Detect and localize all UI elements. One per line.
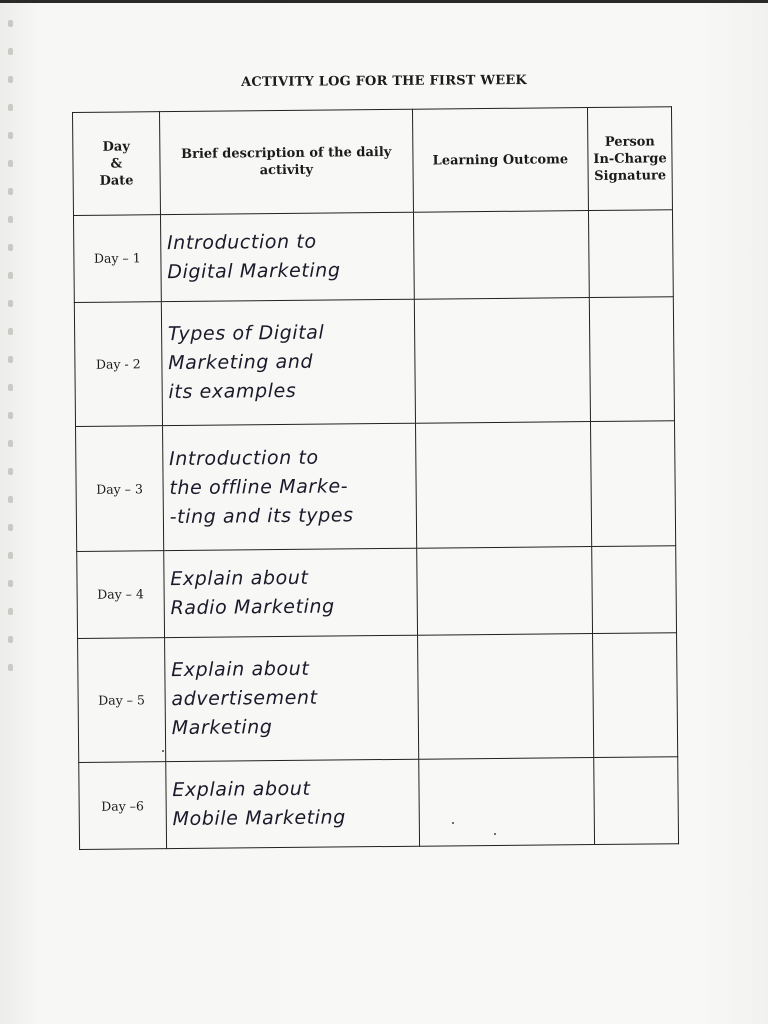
day-cell: Day – 4 bbox=[77, 550, 165, 638]
activity-log-table bbox=[72, 106, 679, 850]
header-signature: Person In-Charge Signature bbox=[588, 107, 673, 211]
day-cell: Day – 3 bbox=[76, 426, 164, 551]
header-description: Brief description of the daily activity bbox=[159, 109, 413, 214]
ink-speck bbox=[162, 750, 164, 752]
binding-hole bbox=[8, 440, 13, 447]
binding-hole bbox=[8, 160, 13, 167]
description-cell: Explain about Radio Marketing bbox=[163, 548, 417, 637]
binding-hole bbox=[8, 20, 13, 27]
binding-hole bbox=[8, 328, 13, 335]
binding-hole bbox=[8, 104, 13, 111]
binding-holes bbox=[8, 20, 16, 720]
ink-speck bbox=[494, 833, 496, 835]
binding-hole bbox=[8, 524, 13, 531]
binding-hole bbox=[8, 300, 13, 307]
page-title: ACTIVITY LOG FOR THE FIRST WEEK bbox=[241, 73, 527, 90]
description-cell: Introduction to Digital Marketing bbox=[160, 212, 414, 301]
signature-cell bbox=[591, 421, 676, 546]
binding-hole bbox=[8, 636, 13, 643]
binding-hole bbox=[8, 552, 13, 559]
day-cell: Day – 5 bbox=[78, 637, 166, 762]
table-row bbox=[77, 545, 677, 638]
signature-cell bbox=[589, 297, 674, 422]
description-cell: Explain about advertisement Marketing bbox=[164, 635, 418, 762]
learning-outcome-cell bbox=[417, 633, 594, 759]
description-cell: Explain about Mobile Marketing bbox=[166, 759, 420, 848]
binding-hole bbox=[8, 216, 13, 223]
table-row bbox=[79, 757, 679, 850]
table-header-row bbox=[73, 107, 673, 216]
description-cell: Types of Digital Marketing and its examples bbox=[161, 299, 415, 426]
signature-cell bbox=[589, 210, 674, 298]
table-row bbox=[73, 210, 673, 303]
binding-hole bbox=[8, 48, 13, 55]
table-row bbox=[74, 297, 674, 427]
learning-outcome-cell bbox=[416, 546, 592, 635]
binding-hole bbox=[8, 132, 13, 139]
signature-cell bbox=[592, 545, 677, 633]
binding-hole bbox=[8, 356, 13, 363]
day-cell: Day –6 bbox=[79, 762, 167, 850]
binding-hole bbox=[8, 384, 13, 391]
header-day-date: Day & Date bbox=[73, 112, 161, 216]
binding-hole bbox=[8, 664, 13, 671]
binding-hole bbox=[8, 272, 13, 279]
header-learning-outcome: Learning Outcome bbox=[412, 108, 588, 213]
binding-hole bbox=[8, 468, 13, 475]
binding-hole bbox=[8, 608, 13, 615]
ink-speck bbox=[452, 822, 454, 824]
description-cell: Introduction to the offline Marke- -ting and its types bbox=[162, 424, 416, 551]
page-top-edge bbox=[0, 0, 768, 3]
learning-outcome-cell bbox=[418, 758, 594, 847]
learning-outcome-cell bbox=[414, 297, 591, 423]
binding-hole bbox=[8, 412, 13, 419]
learning-outcome-cell bbox=[415, 422, 592, 548]
learning-outcome-cell bbox=[413, 211, 589, 300]
binding-hole bbox=[8, 496, 13, 503]
signature-cell bbox=[593, 632, 678, 757]
day-cell: Day – 1 bbox=[73, 215, 161, 303]
day-cell: Day - 2 bbox=[74, 302, 162, 427]
table-row bbox=[78, 632, 678, 762]
signature-cell bbox=[594, 757, 679, 845]
binding-hole bbox=[8, 244, 13, 251]
table-row bbox=[76, 421, 676, 551]
binding-hole bbox=[8, 580, 13, 587]
binding-hole bbox=[8, 188, 13, 195]
